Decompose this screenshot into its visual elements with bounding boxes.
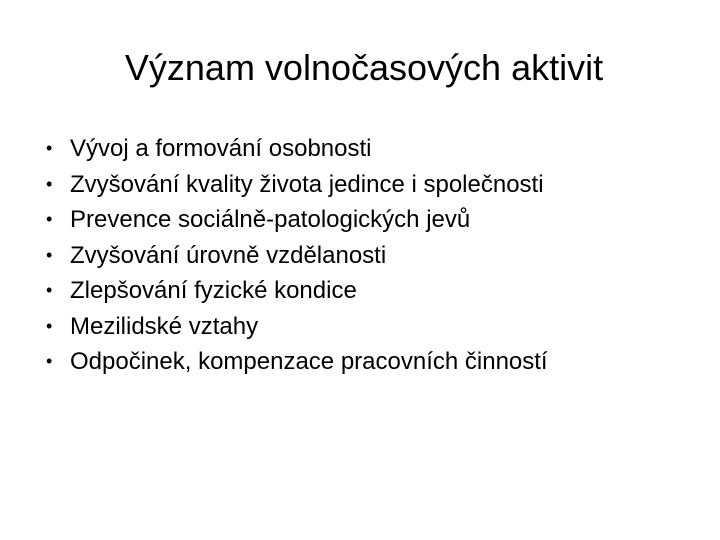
list-item — [46, 273, 706, 309]
list-item — [46, 344, 706, 380]
bullet-icon: • — [46, 315, 53, 336]
bullet-icon: • — [46, 351, 53, 371]
bullet-icon: • — [46, 209, 53, 229]
bullet-icon: • — [46, 244, 53, 265]
bullet-icon: • — [46, 280, 53, 300]
slide-title: Význam volnočasových aktivit — [124, 47, 604, 88]
list-item-text: Odpočinek, kompenzace pracovních činností — [70, 348, 548, 375]
bullet-icon: • — [46, 138, 53, 158]
bullet-icon: • — [46, 173, 53, 194]
list-item — [46, 167, 706, 203]
list-item — [46, 131, 706, 167]
list-item-text: Prevence sociálně-patologických jevů — [70, 206, 471, 233]
bullet-list — [46, 131, 706, 380]
list-item-text: Zvyšování kvality života jedince i společnosti — [70, 170, 544, 198]
list-item-text: Vývoj a formování osobnosti — [70, 135, 372, 162]
list-item — [46, 202, 706, 238]
list-item-text: Zlepšování fyzické kondice — [70, 277, 357, 304]
list-item-text: Zvyšování úrovně vzdělanosti — [70, 241, 387, 269]
list-item — [46, 309, 706, 345]
list-item — [46, 238, 706, 274]
list-item-text: Mezilidské vztahy — [70, 312, 259, 340]
